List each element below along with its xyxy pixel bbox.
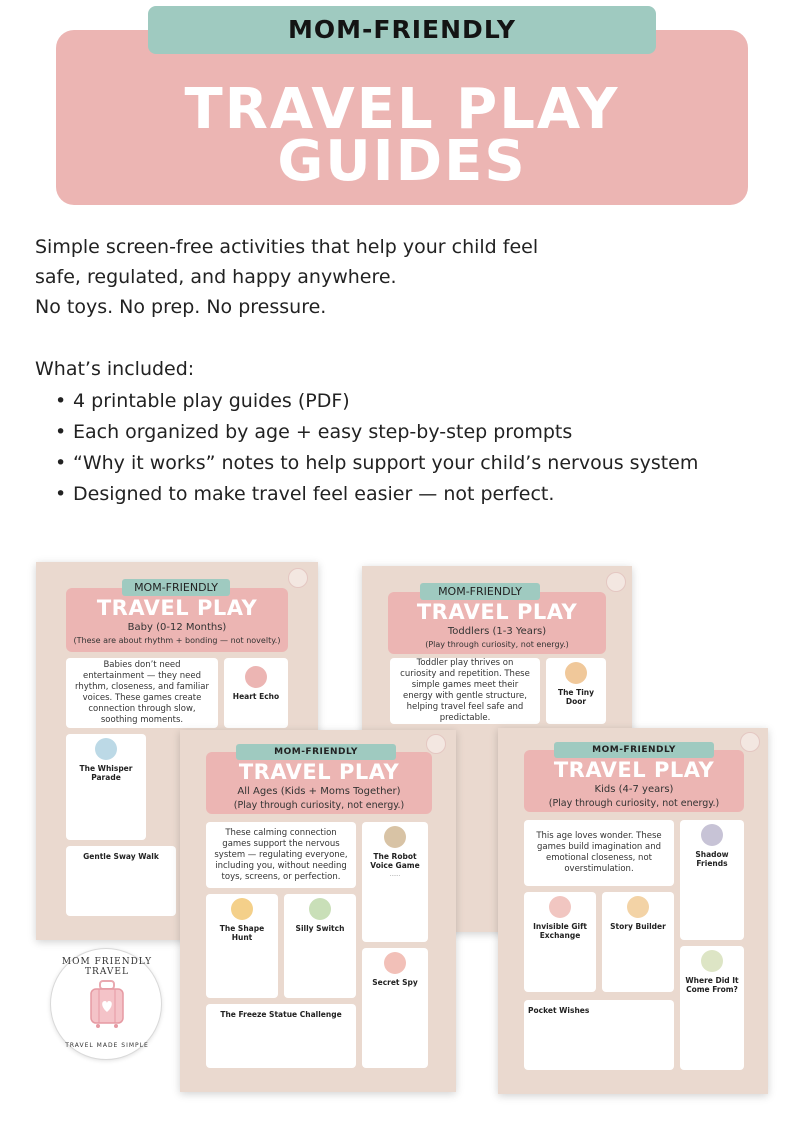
brand-logo: [50, 948, 162, 1060]
activity-card: Where Did It Come From?: [680, 946, 744, 1070]
seal-icon: [288, 568, 308, 588]
logo-top-text: MOM FRIENDLY TRAVEL: [61, 957, 153, 977]
mom-baby-icon: [95, 738, 117, 760]
activity-card: Gentle Sway Walk: [66, 846, 176, 916]
activity-card: The Robot Voice Game ……: [362, 822, 428, 942]
intro-section: [35, 232, 775, 510]
suitcase-icon: [87, 979, 127, 1029]
intro-line: No toys. No prep. No pressure.: [35, 296, 327, 318]
hero-title: [56, 77, 748, 194]
activity-card: Invisible Gift Exchange: [524, 892, 596, 992]
seal-icon: [426, 734, 446, 754]
hero-title-line1: TRAVEL PLAY: [184, 77, 620, 142]
guide-intro: These calming connection games support the nervous system — regulating everyone, including you, without needing toys, screens, or perfection.: [206, 822, 356, 888]
guide-age: Toddlers (1-3 Years): [447, 626, 547, 637]
guide-note: (These are about rhythm + bonding — not novelty.): [73, 636, 281, 645]
seal-icon: [740, 732, 760, 752]
guide-header: [206, 752, 432, 814]
guide-title: TRAVEL PLAY: [238, 760, 400, 784]
guide-intro: This age loves wonder. These games build imagination and emotional closeness, not overstimulation.: [524, 820, 674, 886]
guide-note: (Play through curiosity, not energy.): [548, 798, 720, 809]
guide-note: (Play through curiosity, not energy.): [425, 640, 569, 649]
guide-header: [66, 588, 288, 652]
guide-age: Baby (0-12 Months): [127, 622, 227, 633]
activity-card: Heart Echo: [224, 658, 288, 728]
guide-note: (Play through curiosity, not energy.): [233, 800, 405, 811]
activity-card: The Shape Hunt: [206, 894, 278, 998]
logo-bottom-text: TRAVEL MADE SIMPLE: [65, 1042, 149, 1049]
activity-card: The Whisper Parade: [66, 734, 146, 840]
seal-icon: [606, 572, 626, 592]
guide-age: Kids (4-7 years): [594, 784, 674, 795]
guide-tag: MOM-FRIENDLY: [420, 583, 540, 600]
activity-card: Shadow Friends: [680, 820, 744, 940]
activity-card: Pocket Wishes: [524, 1000, 674, 1070]
list-item: • “Why it works” notes to help support your child’s nervous system: [55, 452, 699, 474]
guide-title: TRAVEL PLAY: [416, 600, 578, 624]
activity-card: The Freeze Statue Challenge: [206, 1004, 356, 1068]
shadow-icon: [701, 824, 723, 846]
question-icon: [701, 950, 723, 972]
storyteller-icon: [627, 896, 649, 918]
hero-tag: MOM-FRIENDLY: [148, 6, 656, 54]
guide-tag: MOM-FRIENDLY: [122, 579, 230, 596]
guide-tag: MOM-FRIENDLY: [236, 744, 396, 760]
guide-title: TRAVEL PLAY: [96, 596, 258, 620]
guide-title: TRAVEL PLAY: [553, 758, 715, 782]
heart-icon: [245, 666, 267, 688]
activity-card: Silly Switch: [284, 894, 356, 998]
guide-age: All Ages (Kids + Moms Together): [237, 786, 401, 797]
list-item: • Each organized by age + easy step-by-step prompts: [55, 421, 573, 443]
intro-line: safe, regulated, and happy anywhere.: [35, 266, 397, 288]
included-heading: What’s included:: [35, 358, 195, 380]
guide-all-ages: [180, 730, 456, 1092]
toddler-icon: [565, 662, 587, 684]
activity-card: The Tiny Door: [546, 658, 606, 724]
guide-header: [388, 592, 606, 654]
included-list: [35, 386, 775, 510]
guide-intro: Toddler play thrives on curiosity and repetition. These simple games meet their energy with gentle structure, helping travel feel safe and predictable.: [390, 658, 540, 724]
intro-line: Simple screen-free activities that help your child feel: [35, 236, 539, 258]
activity-card: Secret Spy: [362, 948, 428, 1068]
gift-icon: [549, 896, 571, 918]
activity-card: Story Builder: [602, 892, 674, 992]
list-item: • 4 printable play guides (PDF): [55, 390, 350, 412]
hero-title-line2: GUIDES: [277, 129, 527, 194]
kids-icon: [309, 898, 331, 920]
list-item: • Designed to make travel feel easier — not perfect.: [55, 483, 555, 505]
robot-icon: [384, 826, 406, 848]
guide-kids: [498, 728, 768, 1094]
shapes-icon: [231, 898, 253, 920]
guide-intro: Babies don’t need entertainment — they need rhythm, closeness, and familiar voices. These games create connection through slow, soothing moments.: [66, 658, 218, 728]
guide-tag: MOM-FRIENDLY: [554, 742, 714, 758]
mom-child-icon: [384, 952, 406, 974]
guide-header: [524, 750, 744, 812]
